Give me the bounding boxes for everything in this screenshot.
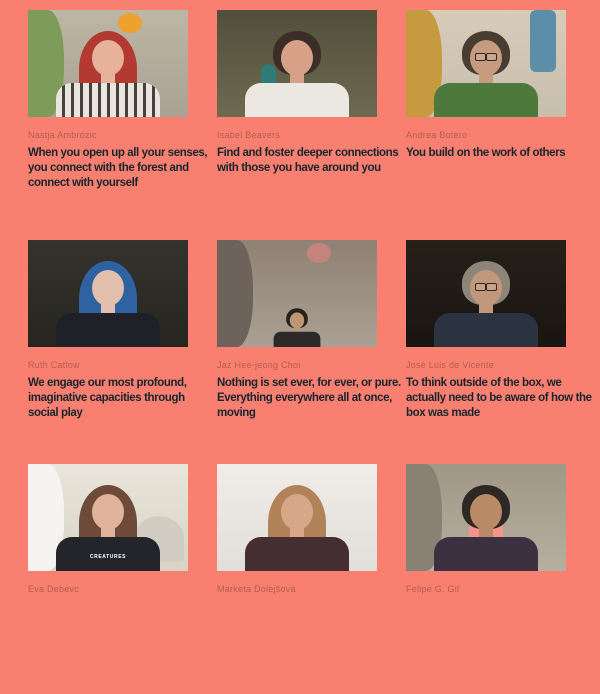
person-silhouette (274, 308, 321, 347)
person-name: Eva Debevc (28, 584, 80, 594)
torso (434, 537, 538, 571)
face (92, 494, 124, 530)
person-card[interactable] (28, 464, 188, 694)
person-photo (28, 10, 188, 117)
person-card[interactable] (406, 10, 566, 240)
face (290, 312, 304, 328)
person-silhouette (56, 485, 160, 571)
person-name: José Luis de Vicente (406, 360, 494, 370)
person-card[interactable] (28, 240, 188, 464)
photo-accent (118, 13, 142, 33)
photo-accent (307, 243, 331, 263)
face (92, 270, 124, 306)
person-photo (217, 464, 377, 571)
person-photo (406, 464, 566, 571)
person-quote: When you open up all your senses, you connect with the forest and connect with yourself (28, 147, 208, 189)
person-silhouette (245, 485, 349, 571)
shirt-text: CREATURES (89, 554, 127, 560)
person-photo (217, 10, 377, 117)
person-quote: We engage our most profound, imaginative capacities through social play (28, 377, 187, 419)
torso (56, 83, 160, 117)
person-name: Nastja Ambrozic (28, 130, 97, 140)
person-card[interactable] (217, 464, 377, 694)
person-quote: Nothing is set ever, for ever, or pure. Everything everywhere all at once, moving (217, 377, 401, 419)
face (281, 494, 313, 530)
person-quote: You build on the work of others (406, 147, 566, 159)
person-card[interactable] (217, 10, 399, 240)
torso (56, 313, 160, 347)
person-name: Jaz Hee-jeong Choi (217, 360, 301, 370)
torso (274, 332, 321, 347)
person-name: Andrea Botero (406, 130, 468, 140)
person-quote: To think outside of the box, we actually need to be aware of how the box was made (406, 377, 592, 419)
torso (245, 537, 349, 571)
person-name: Ruth Catlow (28, 360, 80, 370)
people-grid (28, 10, 592, 694)
torso (434, 83, 538, 117)
person-silhouette (245, 31, 349, 117)
person-card[interactable] (28, 10, 208, 240)
person-card[interactable] (217, 240, 401, 464)
person-card[interactable] (406, 464, 566, 694)
face (470, 494, 502, 530)
person-quote: Find and foster deeper connections with those you have around you (217, 147, 399, 174)
person-name: Marketa Dolejšová (217, 584, 296, 594)
person-silhouette (434, 261, 538, 347)
torso (56, 537, 160, 571)
glasses-icon (473, 53, 499, 62)
person-photo (217, 240, 377, 347)
person-photo (406, 10, 566, 117)
person-photo (28, 240, 188, 347)
person-name: Isabel Beavers (217, 130, 281, 140)
torso (434, 313, 538, 347)
person-silhouette (434, 31, 538, 117)
person-silhouette (56, 31, 160, 117)
person-silhouette (434, 485, 538, 571)
photo-backdrop-accent (217, 240, 253, 347)
face (281, 40, 313, 76)
person-photo (406, 240, 566, 347)
person-name: Felipe G. Gil (406, 584, 460, 594)
person-card[interactable] (406, 240, 592, 464)
face (92, 40, 124, 76)
torso (245, 83, 349, 117)
person-silhouette (56, 261, 160, 347)
person-photo (28, 464, 188, 571)
glasses-icon (473, 283, 499, 292)
